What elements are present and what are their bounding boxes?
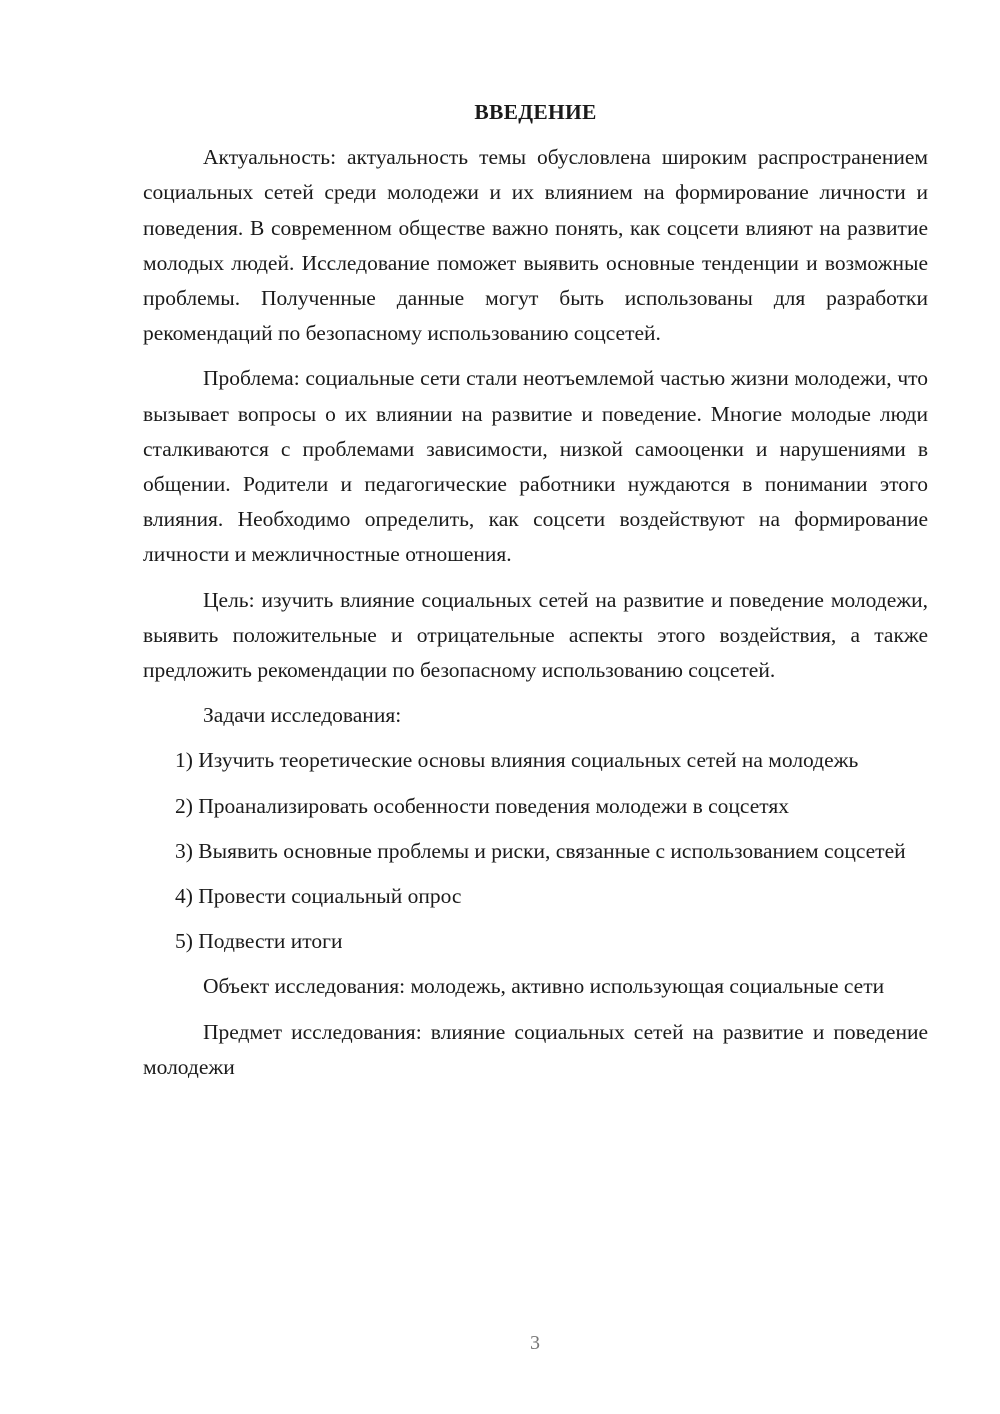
problem-paragraph: Проблема: социальные сети стали неотъемлемой частью жизни молодежи, что вызывает вопросы о их влиянии на развитие и поведение. Многие молодые люди сталкиваются с проблемами зависимости, низкой самооценки и нарушениями в общении. Родители и педагогические работники нуждаются в понимании этого влияния. Необходимо определить, как соцсети воздействуют на формирование личности и межличностные отношения. xyxy=(143,366,928,567)
task-item: 5) Подвести итоги xyxy=(175,929,343,954)
task-item: 3) Выявить основные проблемы и риски, связанные с использованием соцсетей xyxy=(175,838,906,863)
section-heading: ВВЕДЕНИЕ xyxy=(474,100,597,124)
task-item: 4) Провести социальный опрос xyxy=(175,884,462,909)
task-item: 2) Проанализировать особенности поведения молодежи в соцсетях xyxy=(175,793,790,818)
document-page xyxy=(143,95,928,1085)
object-paragraph: Объект исследования: молодежь, активно использующая социальные сети xyxy=(203,974,885,999)
goal-paragraph: Цель: изучить влияние социальных сетей на развитие и поведение молодежи, выявить положительные и отрицательные аспекты этого воздействия, а также предложить рекомендации по безопасному использованию соцсетей. xyxy=(143,587,928,683)
tasks-heading: Задачи исследования: xyxy=(203,703,402,728)
task-item: 1) Изучить теоретические основы влияния социальных сетей на молодежь xyxy=(175,748,859,773)
subject-paragraph: Предмет исследования: влияние социальных сетей на развитие и поведение молодежи xyxy=(143,1019,928,1079)
page-number: 3 xyxy=(530,1332,540,1354)
relevance-paragraph: Актуальность: актуальность темы обусловлена широким распространением социальных сетей среди молодежи и их влиянием на формирование личности и поведения. В современном обществе важно понять, как соцсети влияют на развитие молодых людей. Исследование поможет выявить основные тенденции и возможные проблемы. Полученные данные могут быть использованы для разработки рекомендаций по безопасному использованию соцсетей. xyxy=(143,145,928,346)
